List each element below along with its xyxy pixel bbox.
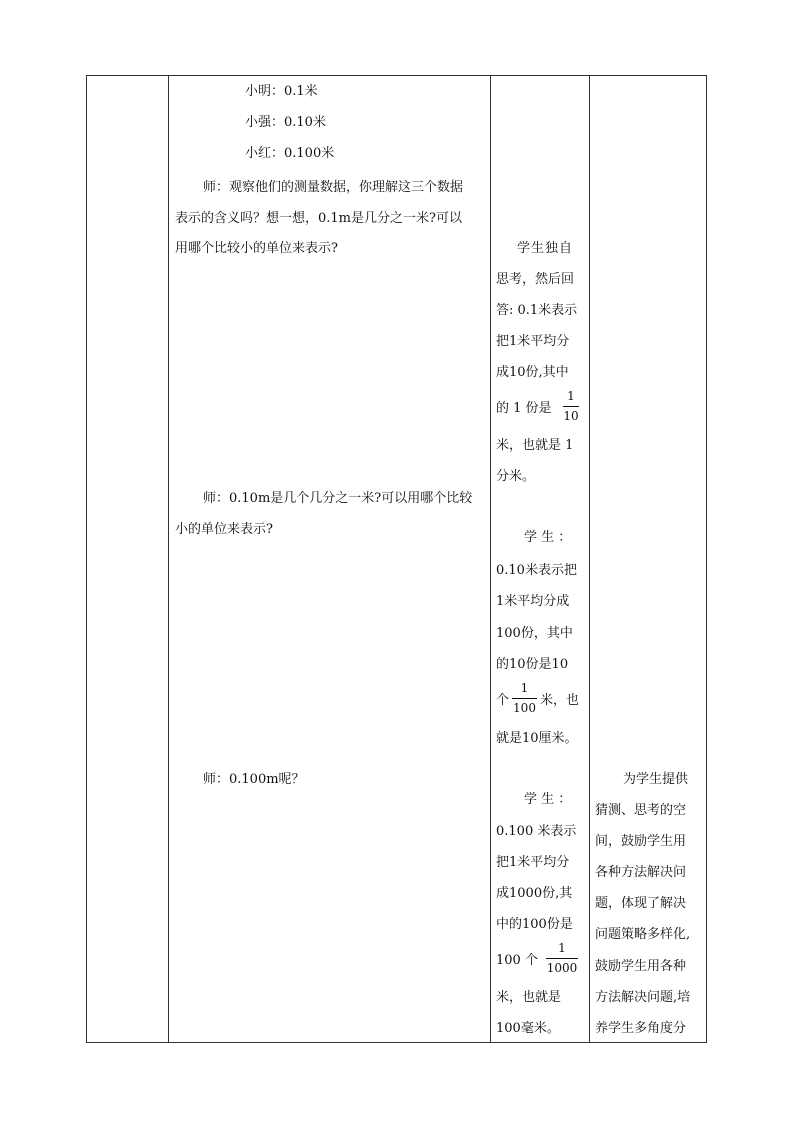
fraction-denominator: 1000 [546, 961, 578, 975]
student-answer-3-line: 把1米平均分 [496, 855, 570, 870]
fraction-one-tenth [563, 389, 579, 423]
fraction-one-thousandth [546, 941, 578, 975]
student-answer-1-line: 米，也就是 1 [496, 438, 574, 453]
column-divider [490, 76, 491, 1042]
student-answer-1-line: 分米。 [496, 469, 536, 484]
student-answer-1-line: 答: 0.1米表示 [496, 303, 578, 318]
student-answer-1-line: 学生独自 [517, 241, 574, 256]
fraction-numerator: 1 [520, 681, 529, 695]
student-answer-3-line: 0.100 米表示 [496, 824, 577, 839]
student-answer-2-line: 学 生 ： [524, 530, 572, 545]
student-answer-3-line: 成1000份,其 [496, 886, 573, 901]
student-answer-2-frac-prefix: 个 [496, 693, 510, 708]
teacher-question-1-line-1: 师：观察他们的测量数据，你理解这三个数据 [203, 180, 464, 195]
design-intent-line: 为学生提供 [623, 772, 689, 787]
fraction-bar [512, 698, 537, 699]
design-intent-line: 题，体现了解决 [595, 896, 687, 911]
design-intent-line: 猜测、思考的空 [595, 803, 687, 818]
teacher-question-2-line-2: 小的单位来表示? [175, 522, 273, 537]
teacher-question-2-line-1: 师：0.10m是几个几分之一米?可以用哪个比较 [203, 491, 473, 506]
fraction-numerator: 1 [558, 941, 566, 955]
design-intent-line: 间，鼓励学生用 [595, 834, 687, 849]
student-answer-1-line: 成10份,其中 [496, 365, 569, 380]
teacher-question-1-line-3: 用哪个比较小的单位来表示? [175, 241, 338, 256]
student-answer-2-line: 的10份是10 [496, 657, 569, 672]
teacher-question-3-line-1: 师：0.100m呢？ [203, 772, 305, 787]
column-divider [589, 76, 590, 1042]
fraction-one-hundredth [512, 681, 537, 715]
fraction-numerator: 1 [567, 389, 575, 403]
teacher-question-1-line-2: 表示的含义吗？想一想，0.1m是几分之一米?可以 [175, 211, 462, 226]
measurement-xiaohong: 小红：0.100米 [245, 146, 335, 161]
fraction-denominator: 10 [563, 409, 579, 423]
student-answer-3-line: 100毫米。 [496, 1021, 560, 1036]
fraction-bar [563, 406, 579, 407]
student-answer-2-line: 0.10米表示把 [496, 563, 577, 578]
student-answer-3-line: 学 生 ： [524, 792, 572, 807]
student-answer-2-line: 1米平均分成 [496, 594, 570, 609]
student-answer-1-line: 思考，然后回 [496, 272, 575, 287]
measurement-xiaoqiang: 小强：0.10米 [245, 115, 326, 130]
student-answer-2-line: 100份，其中 [496, 626, 573, 641]
design-intent-line: 养学生多角度分 [595, 1021, 687, 1036]
design-intent-line: 方法解决问题,培 [595, 990, 691, 1005]
design-intent-line: 各种方法解决问 [595, 865, 687, 880]
student-answer-3-line: 中的100份是 [496, 917, 573, 932]
design-intent-line: 问题策略多样化, [595, 927, 691, 942]
fraction-denominator: 100 [513, 701, 536, 715]
student-answer-1-frac-prefix: 的 1 份是 [496, 401, 552, 416]
student-answer-2-frac-suffix: 米，也 [540, 693, 580, 708]
fraction-bar [546, 958, 578, 959]
student-answer-1-line: 把1米平均分 [496, 334, 570, 349]
design-intent-line: 鼓励学生用各种 [595, 959, 687, 974]
column-divider [168, 76, 169, 1042]
student-answer-3-line: 米，也就是 [496, 990, 562, 1005]
student-answer-3-frac-prefix: 100 个 [496, 953, 538, 968]
student-answer-2-line: 就是10厘米。 [496, 731, 578, 746]
measurement-xiaoming: 小明：0.1米 [245, 84, 318, 99]
